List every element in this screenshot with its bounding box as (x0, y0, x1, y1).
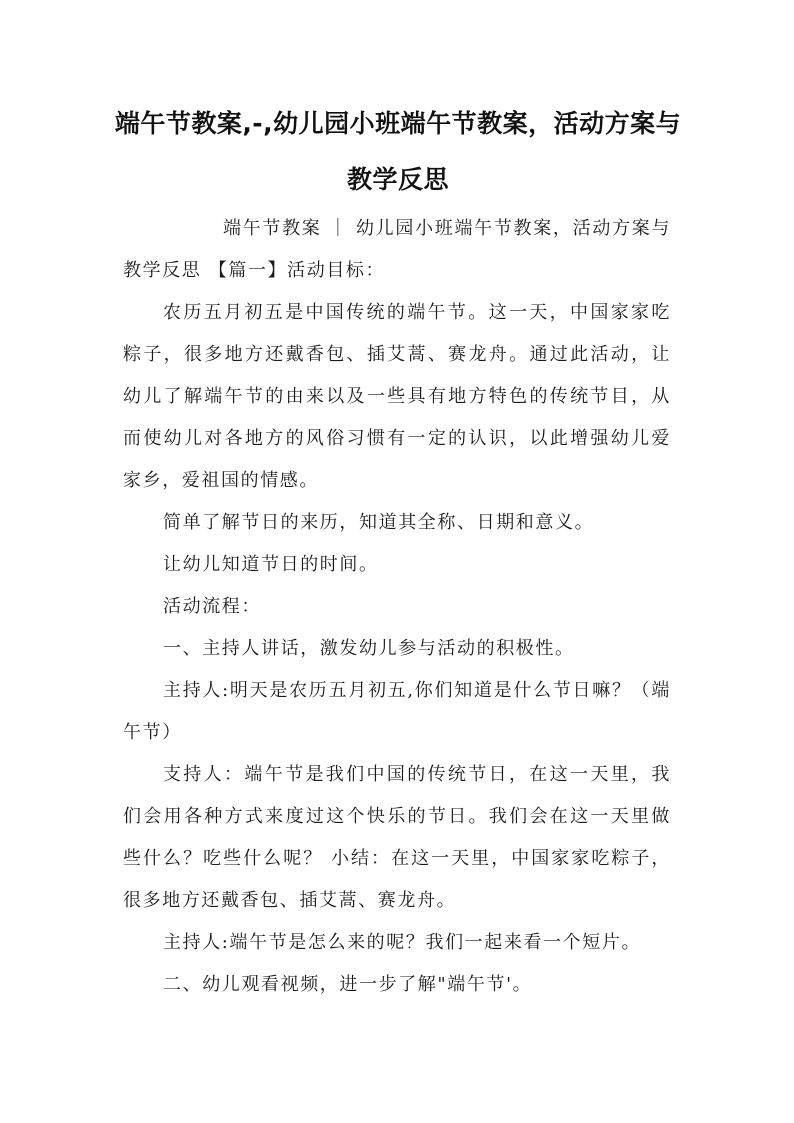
body-paragraph: 支持人：端午节是我们中国的传统节日，在这一天里，我们会用各种方式来度过这个快乐的节日。我们会在这一天里做些什么？吃些什么呢？ 小结：在这一天里，中国家家吃粽子，很多地方还戴香包、插艾蒿、赛龙舟。 (123, 764, 671, 911)
section-heading: 一、主持人讲话，激发幼儿参与活动的积极性。 (163, 638, 575, 659)
body-paragraph: 让幼儿知道节日的时间。 (163, 554, 379, 575)
body-paragraph: 主持人:端午节是怎么来的呢？我们一起来看一个短片。 (163, 932, 642, 953)
body-paragraph: 主持人:明天是农历五月初五,你们知道是什么节日嘛？（端午节） (123, 680, 671, 743)
document-body (123, 208, 671, 1006)
body-paragraph: 农历五月初五是中国传统的端午节。这一天，中国家家吃粽子，很多地方还戴香包、插艾蒿、赛龙舟。通过此活动，让幼儿了解端午节的由来以及一些具有地方特色的传统节目，从而使幼儿对各地方的风俗习惯有一定的认识，以此增强幼儿爱家乡，爱祖国的情感。 (123, 302, 671, 491)
document-title: 端午节教案,-,幼儿园小班端午节教案，活动方案与教学反思 (114, 109, 682, 194)
body-paragraph: 简单了解节日的来历，知道其全称、日期和意义。 (163, 512, 595, 533)
intro-paragraph: 端午节教案 ｜ 幼儿园小班端午节教案，活动方案与教学反思 【篇一】活动目标： (123, 218, 671, 281)
section-label: 活动流程： (163, 596, 261, 617)
section-heading: 二、幼儿观看视频，进一步了解"端午节'。 (163, 974, 533, 995)
